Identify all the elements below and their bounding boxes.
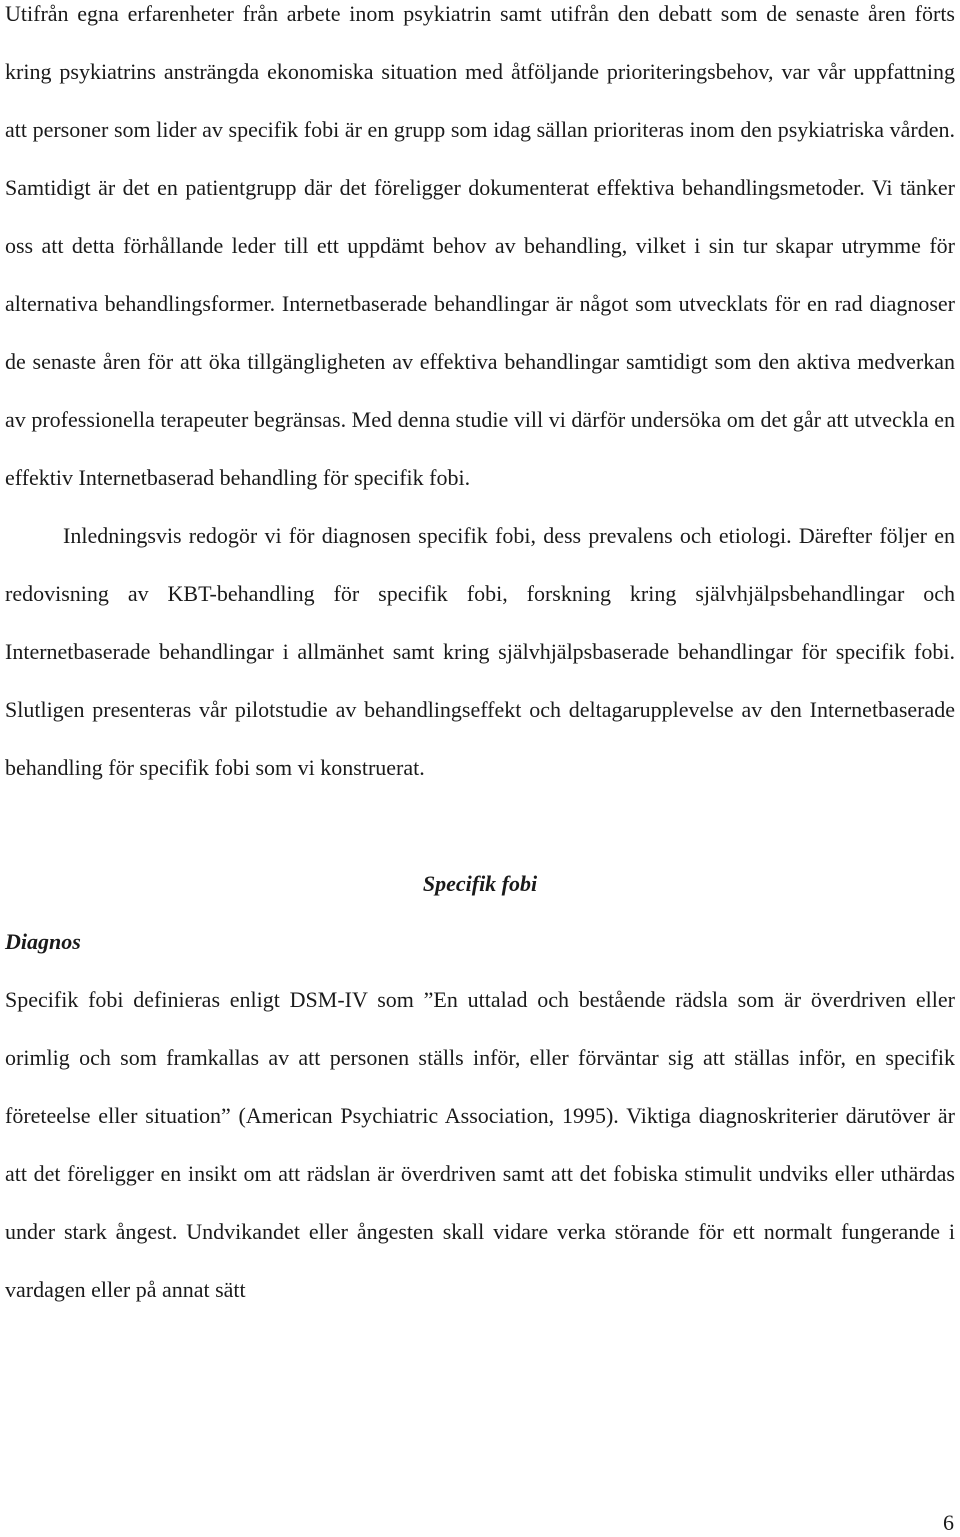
page-number: 6 bbox=[943, 1510, 954, 1535]
diagnos-paragraph: Specifik fobi definieras enligt DSM-IV som ”En uttalad och bestående rädsla som är överdriven eller orimlig och som framkallas av att personen ställs inför, eller förväntar sig att ställas inför, en specifik företeelse eller situation” (American Psychiatric Association, 1995). Viktiga diagnoskriterier därutöver är att det föreligger en insikt om att rädslan är överdriven samt att det fobiska stimulit undviks eller uthärdas under stark ångest. Undvikandet eller ångesten skall vidare verka störande för ett normalt fungerande i vardagen eller på annat sätt bbox=[5, 987, 955, 1302]
document-page bbox=[5, 0, 955, 1319]
outline-paragraph: Inledningsvis redogör vi för diagnosen specifik fobi, dess prevalens och etiologi. Därefter följer en redovisning av KBT-behandling för specifik fobi, forskning kring självhjälpsbehandlingar och Internetbaserade behandlingar i allmänhet samt kring självhjälpsbaserade behandlingar för specifik fobi. Slutligen presenteras vår pilotstudie av behandlingseffekt och deltagarupplevelse av den Internetbaserade behandling för specifik fobi som vi konstruerat. bbox=[5, 523, 955, 780]
intro-paragraph: Utifrån egna erfarenheter från arbete inom psykiatrin samt utifrån den debatt som de senaste åren förts kring psykiatrins ansträngda ekonomiska situation med åtföljande prioriteringsbehov, var vår uppfattning att personer som lider av specifik fobi är en grupp som idag sällan prioriteras inom den psykiatriska vården. Samtidigt är det en patientgrupp där det föreligger dokumenterat effektiva behandlingsmetoder. Vi tänker oss att detta förhållande leder till ett uppdämt behov av behandling, vilket i sin tur skapar utrymme för alternativa behandlingsformer. Internetbaserade behandlingar är något som utvecklats för en rad diagnoser de senaste åren för att öka tillgängligheten av effektiva behandlingar samtidigt som den aktiva medverkan av professionella terapeuter begränsas. Med denna studie vill vi därför undersöka om det går att utveckla en effektiv Internetbaserad behandling för specifik fobi. bbox=[5, 1, 955, 490]
section-heading: Specifik fobi bbox=[422, 871, 538, 896]
spacer bbox=[5, 797, 955, 855]
subsection-heading: Diagnos bbox=[5, 929, 81, 954]
